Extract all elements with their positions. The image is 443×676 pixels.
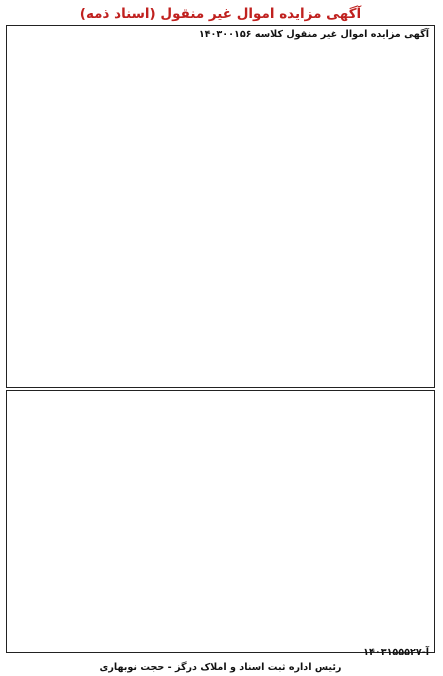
- text-line: [12, 132, 429, 147]
- text-line: [12, 207, 429, 222]
- text-line: [12, 251, 429, 266]
- notice-body-top: [6, 25, 435, 388]
- text-line: [12, 601, 429, 616]
- notice-reference-number: ۱۴۰۳۱۵۵۵۲۷-آ: [363, 647, 429, 659]
- text-line: [12, 326, 429, 341]
- text-line: [12, 236, 429, 251]
- text-line: [12, 147, 429, 162]
- text-line: [12, 311, 429, 326]
- text-line: [12, 162, 429, 177]
- auction-notice: [6, 4, 435, 674]
- text-line: [12, 58, 429, 73]
- text-line: [12, 467, 429, 482]
- text-line: [12, 266, 429, 281]
- text-line: [12, 423, 429, 438]
- text-line: [12, 177, 429, 192]
- text-line: [12, 587, 429, 602]
- text-line: [12, 88, 429, 103]
- text-line: [12, 527, 429, 542]
- text-line: [12, 222, 429, 237]
- notice-title: آگهی مزایده اموال غیر منقول (اسناد ذمه): [79, 6, 362, 22]
- text-line: [12, 281, 429, 296]
- text-line: [12, 370, 429, 385]
- text-line: آگهی مزایده اموال غیر منقول کلاسه ۱۴۰۳۰۰۱۵۶: [198, 29, 429, 40]
- notice-body-bottom: [6, 390, 435, 674]
- text-line: [12, 408, 429, 423]
- text-line: [12, 341, 429, 356]
- text-line: [12, 117, 429, 132]
- text-line: [12, 512, 429, 527]
- text-line: [12, 453, 429, 468]
- text-line: [12, 557, 429, 572]
- text-line: [12, 542, 429, 557]
- text-line: [12, 631, 429, 646]
- text-line: [12, 192, 429, 207]
- text-line: [12, 616, 429, 631]
- text-line: [12, 356, 429, 371]
- text-line: [12, 73, 429, 88]
- signature-line: رئیس اداره ثبت اسناد و املاک درگز - حجت نوبهاری: [99, 662, 342, 674]
- text-line: [12, 497, 429, 512]
- text-line: [12, 296, 429, 311]
- text-line: [12, 438, 429, 453]
- text-line: [12, 482, 429, 497]
- text-line: [12, 102, 429, 117]
- text-line: [12, 43, 429, 58]
- text-line: [12, 393, 429, 408]
- text-line: [12, 572, 429, 587]
